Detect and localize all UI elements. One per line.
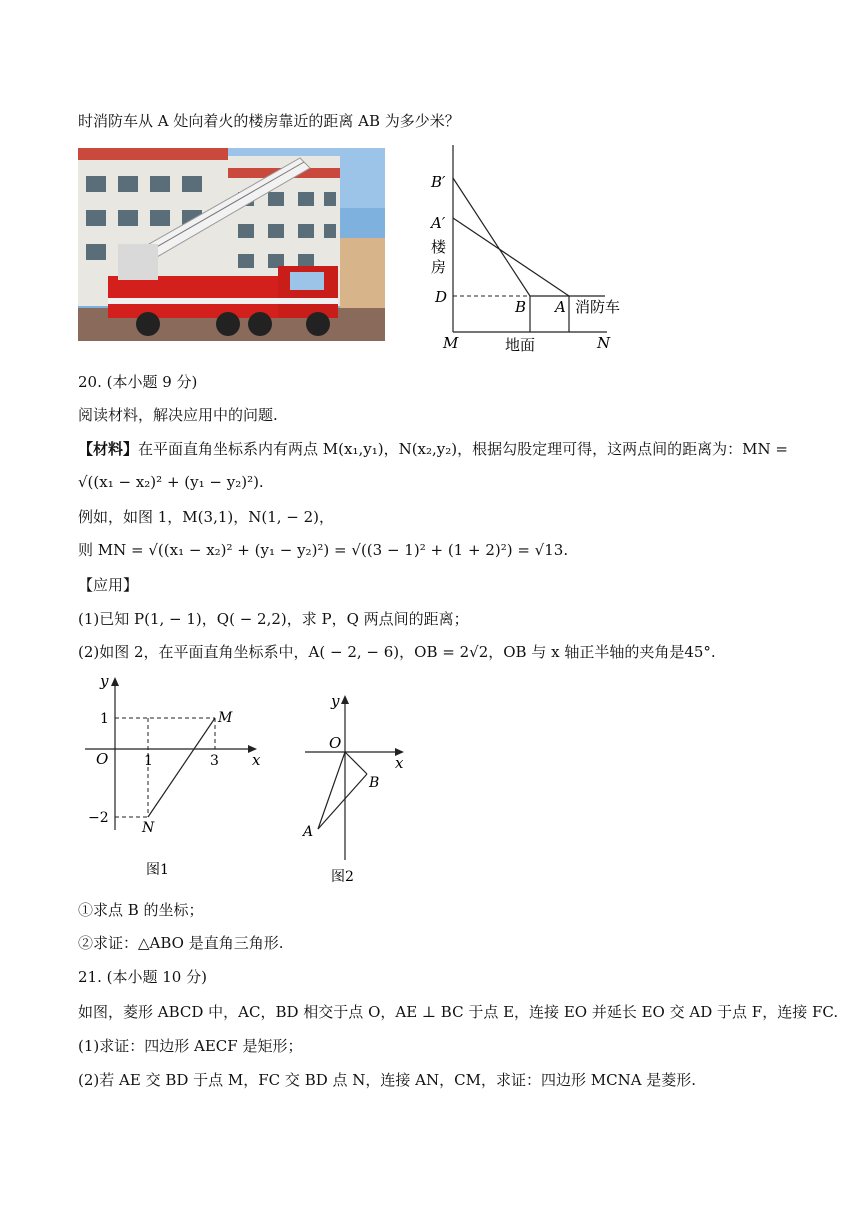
fig1-label-O: O: [96, 750, 109, 768]
fig1-label-x: x: [252, 751, 261, 769]
q20-example-calc: 则 MN = √((x₁ − x₂)² + (y₁ − y₂)²) = √((3 − 1)² + (1 + 2)²) = √13.: [78, 541, 569, 559]
label-B: B: [515, 298, 527, 316]
fig2-y-arrow: [341, 695, 349, 704]
q20-material: [78, 439, 788, 459]
fig2-label-O: O: [329, 734, 342, 752]
label-A: A: [555, 298, 566, 316]
label-D: D: [435, 288, 448, 306]
q21-heading: 21. (本小题 10 分): [78, 968, 207, 986]
ladder-diagram: [425, 140, 630, 355]
fig2-label-y: y: [331, 692, 340, 710]
fig2-label-x: x: [395, 754, 404, 772]
fig1-label-m2: −2: [88, 810, 109, 826]
q21-part1: (1)求证：四边形 AECF 是矩形；: [78, 1037, 303, 1055]
label-building-1: 楼: [431, 238, 447, 256]
fig2-segment-OB: [345, 752, 367, 774]
fire-truck-photo: [78, 148, 385, 341]
q20-apply-tag: 【应用】: [78, 576, 139, 594]
fig2-label-A: A: [303, 824, 314, 840]
label-B-prime: B′: [431, 173, 446, 191]
fig2-segment-AB: [318, 774, 367, 829]
label-truck: 消防车: [575, 298, 621, 316]
q20-intro: 阅读材料，解决应用中的问题.: [78, 406, 278, 424]
q20-example: 例如，如图 1，M(3,1)，N(1, − 2)，: [78, 508, 335, 526]
fig1-caption: 图1: [146, 862, 169, 878]
label-N: N: [597, 334, 611, 352]
q20-part1: (1)已知 P(1, − 1)，Q( − 2,2)，求 P，Q 两点间的距离；: [78, 610, 469, 628]
q20-sub2: ②求证：△ABO 是直角三角形.: [78, 934, 284, 952]
ladder-A-prime-A: [453, 218, 569, 296]
q21-text: 如图，菱形 ABCD 中，AC，BD 相交于点 O，AE ⊥ BC 于点 E，连接 EO 并延长 EO 交 AD 于点 F，连接 FC.: [78, 1003, 839, 1021]
figure-1: [80, 672, 270, 882]
q20-formula: √((x₁ − x₂)² + (y₁ − y₂)²).: [78, 473, 264, 491]
fig1-label-1y: 1: [100, 711, 109, 727]
fig1-label-1x: 1: [144, 753, 153, 769]
ladder-B-prime-B: [453, 178, 530, 296]
q20-sub1: ①求点 B 的坐标；: [78, 901, 204, 919]
material-text: 在平面直角坐标系内有两点 M(x₁,y₁)，N(x₂,y₂)，根据勾股定理可得，这两点间的距离为：MN =: [138, 440, 788, 458]
label-ground: 地面: [505, 336, 536, 354]
q20-heading: 20. (本小题 9 分): [78, 373, 198, 391]
fig2-label-B: B: [369, 775, 380, 791]
material-tag: 【材料】: [78, 440, 139, 458]
label-M: M: [443, 334, 459, 352]
q19-question-tail: 时消防车从 A 处向着火的楼房靠近的距离 AB 为多少米？: [78, 112, 460, 130]
fig1-label-y: y: [100, 672, 109, 690]
fig2-segment-OA: [318, 752, 345, 829]
fig1-label-M: M: [218, 710, 233, 726]
label-building-2: 房: [431, 258, 447, 276]
fig1-label-N: N: [142, 820, 155, 836]
label-A-prime: A′: [431, 214, 446, 232]
q20-part2: (2)如图 2，在平面直角坐标系中，A( − 2, − 6)，OB = 2√2，OB 与 x 轴正半轴的夹角是45°.: [78, 643, 716, 661]
q21-part2: (2)若 AE 交 BD 于点 M，FC 交 BD 点 N，连接 AN，CM，求证：四边形 MCNA 是菱形.: [78, 1071, 697, 1089]
fig1-segment-MN: [148, 718, 215, 817]
fig1-y-arrow: [111, 677, 119, 686]
fig1-label-3: 3: [210, 753, 219, 769]
fig2-caption: 图2: [331, 869, 354, 885]
figure-2: [295, 688, 420, 893]
